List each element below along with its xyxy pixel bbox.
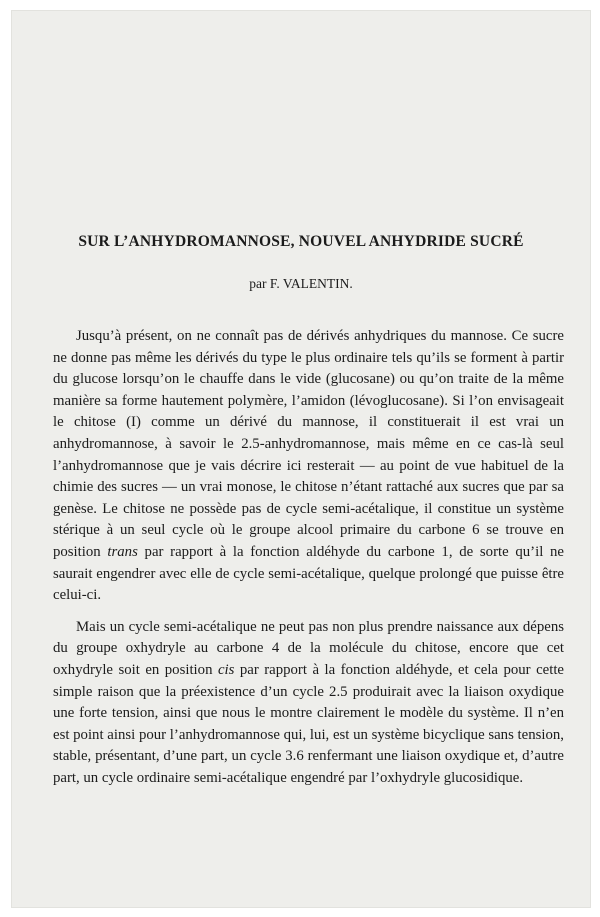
paragraph-1-text-a: Jusqu’à présent, on ne connaît pas de dérivés anhydriques du mannose. Ce sucre ne donne pas même les dérivés du type le plus ordinaire tels qu’ils se forment à partir du glucose lorsqu’on le chauffe dans le vide (glucosane) ou qu’on traite de la même manière sa forme hautement polymère, l’amidon (lévoglucosane). Si l’on envisageait le chitose (I) comme un dérivé du mannose, il constituerait il est vrai un anhydromannose, à savoir le 2.5-anhydromannose, mais même en ce cas-là seul l’anhydromannose que je vais décrire ici resterait — au point de vue habituel de la chimie des sucres — un vrai monose, le chitose n’étant rattaché aux sucres que par sa genèse. Le chitose ne possède pas de cycle semi-acétalique, il constitue un système stérique à un seul cycle où le groupe alcool primaire du carbone 6 se trouve en position bbox=[53, 328, 564, 560]
paragraph-1-italic-trans: trans bbox=[107, 543, 138, 560]
paragraph-1 bbox=[53, 326, 564, 607]
article-title: SUR L’ANHYDROMANNOSE, NOUVEL ANHYDRIDE SUCRÉ bbox=[78, 233, 524, 250]
article-byline: par F. VALENTIN. bbox=[249, 276, 353, 291]
paragraph-1-text-b: par rapport à la fonction aldéhyde du carbone 1, de sorte qu’il ne saurait engendrer avec elle de cycle semi-acétalique, quelque prolongé que puisse être celui-ci. bbox=[53, 543, 564, 604]
paragraph-2 bbox=[53, 617, 564, 790]
paragraph-2-text-b: par rapport à la fonction aldéhyde, et cela pour cette simple raison que la préexistence d’un cycle 2.5 produirait avec la liaison oxydique une forte tension, ainsi que nous le montre clairement le modèle du système. Il n’en est point ainsi pour l’anhydromannose qui, lui, est un système bicyclique sans tension, stable, présentant, d’une part, un cycle 3.6 renfermant une liaison oxydique et, d’autre part, un cycle ordinaire semi-acétalique engendré par l’oxhydryle glucosidique. bbox=[53, 661, 564, 786]
paper-page bbox=[11, 10, 591, 908]
paragraph-2-italic-cis: cis bbox=[217, 661, 235, 678]
paragraph-2-text-a: Mais un cycle semi-acétalique ne peut pas non plus prendre naissance aux dépens du groupe oxhydryle au carbone 4 de la molécule du chitose, encore que cet oxhydryle soit en position bbox=[53, 618, 564, 678]
article-body bbox=[53, 326, 564, 789]
